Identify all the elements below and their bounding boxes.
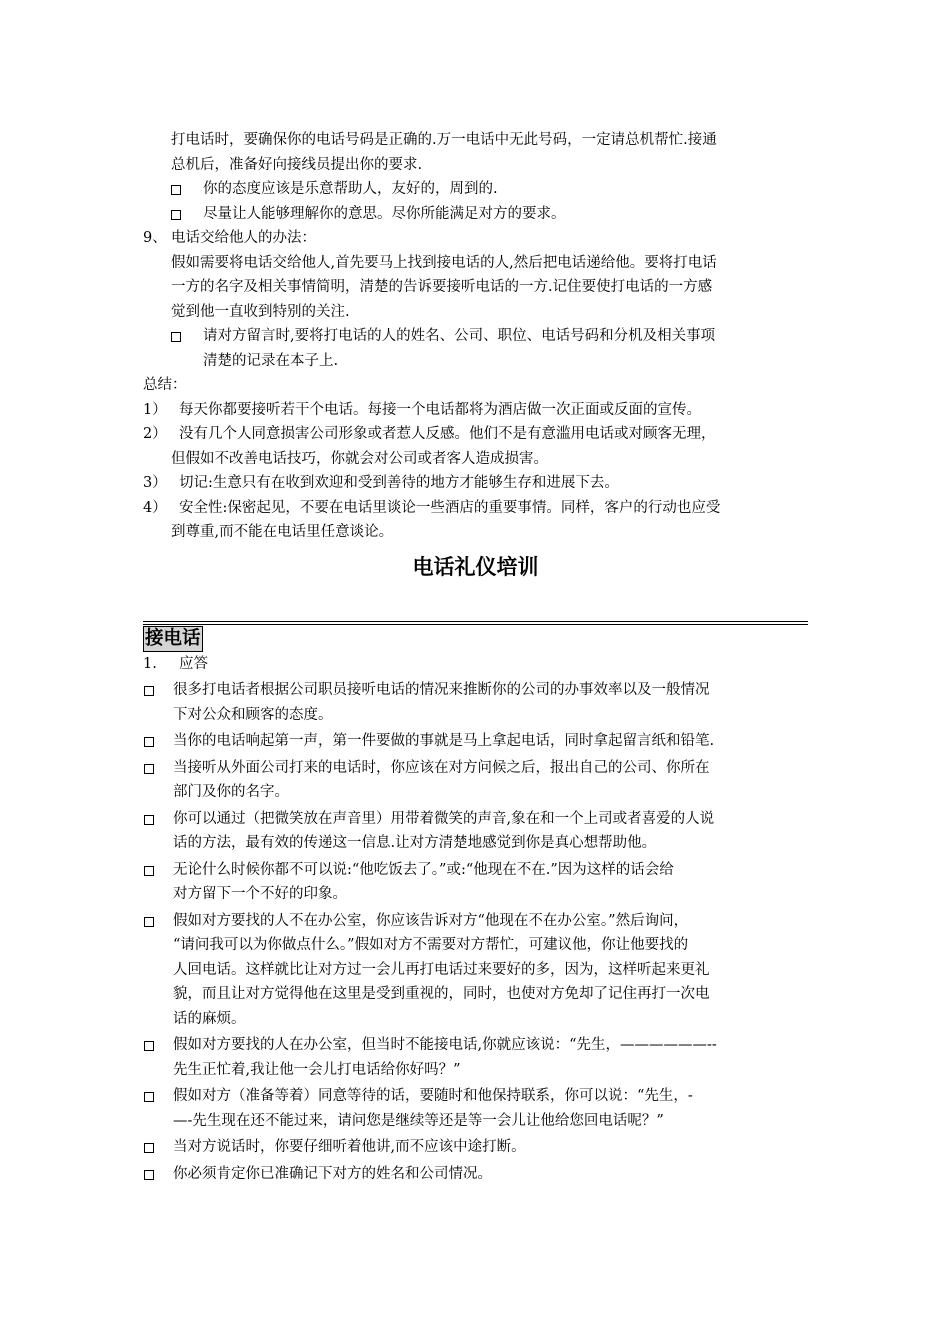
square-bullet-icon xyxy=(144,1041,154,1051)
bullet-text: 人回电话。这样就比让对方过一会儿再打电话过来要好的多，因为，这样听起来更礼 xyxy=(173,961,710,978)
bullet-text: —-先生现在还不能过来，请问您是继续等还是等一会儿让他给您回电话呢？” xyxy=(173,1112,664,1129)
intro-line: 总机后，准备好向接线员提出你的要求. xyxy=(171,156,423,173)
list-item xyxy=(143,1084,808,1133)
square-bullet-icon xyxy=(171,185,181,195)
square-bullet-icon xyxy=(144,764,154,774)
bullet-text: 部门及你的名字。 xyxy=(173,784,289,800)
bullet-text: 当接听从外面公司打来的电话时，你应该在对方问候之后，报出自己的公司、你所在 xyxy=(173,759,710,776)
square-bullet-icon xyxy=(144,815,154,825)
summary-item xyxy=(143,422,808,471)
bullet-text: 假如对方要找的人不在办公室，你应该告诉对方“他现在不在办公室。”然后询问， xyxy=(173,912,689,929)
bullet-text: 对方留下一个不好的印象。 xyxy=(173,886,347,902)
item-heading: 电话交给他人的办法： xyxy=(171,230,316,246)
square-bullet-icon xyxy=(144,1143,154,1153)
item-number: 2） xyxy=(143,426,167,442)
item-number: 3） xyxy=(143,475,167,491)
list-item xyxy=(143,1135,808,1160)
list-item xyxy=(143,909,808,1032)
bullet-text: 你必须肯定你已准确记下对方的姓名和公司情况。 xyxy=(173,1165,492,1182)
bullet-text: 请对方留言时,要将打电话的人的姓名、公司、职位、电话号码和分机及相关事项 xyxy=(203,328,716,344)
sub-heading-number: 1. xyxy=(143,655,157,672)
list-item xyxy=(143,1033,808,1082)
square-bullet-icon xyxy=(144,917,154,927)
sub-heading-label: 应答 xyxy=(179,655,208,672)
paragraph-line: 假如需要将电话交给他人,首先要马上找到接电话的人,然后把电话递给他。要将打电话 xyxy=(171,254,717,271)
summary-label: 总结： xyxy=(143,377,187,393)
summary-item xyxy=(143,398,808,423)
summary-item xyxy=(143,471,808,496)
item-number: 1） xyxy=(143,401,167,418)
square-bullet-icon xyxy=(144,686,154,696)
divider xyxy=(143,621,808,625)
bullet-text: 当你的电话响起第一声，第一件要做的事就是马上拿起电话，同时拿起留言纸和铅笔. xyxy=(173,733,715,749)
section-heading: 接电话 xyxy=(143,626,203,652)
bullet-text: 貌，而且让对方觉得他在这里是受到重视的，同时，也使对方免却了记住再打一次电 xyxy=(173,986,710,1002)
list-item xyxy=(143,756,808,805)
bullet-text: 你的态度应该是乐意帮助人，友好的，周到的. xyxy=(203,181,498,197)
intro-line: 打电话时，要确保你的电话号码是正确的.万一电话中无此号码，一定请总机帮忙.接通 xyxy=(171,132,717,148)
bullet-text: 下对公众和顾客的态度。 xyxy=(173,706,333,723)
paragraph-line: 觉到他一直收到特别的关注. xyxy=(171,303,350,320)
summary-item xyxy=(143,496,808,545)
paragraph-line: 一方的名字及相关事情简明，清楚的告诉要接听电话的一方.记住要使打电话的一方感 xyxy=(171,279,713,295)
bullet-text: 假如对方要找的人在办公室，但当时不能接电话,你就应该说：“先生，——————-- xyxy=(173,1037,717,1053)
item-number: 4） xyxy=(143,499,167,516)
summary-text: 每天你都要接听若干个电话。每接一个电话都将为酒店做一次正面或反面的宣传。 xyxy=(179,401,701,418)
bullet-text: 先生正忙着,我让他一会儿打电话给你好吗？” xyxy=(173,1061,461,1078)
square-bullet-icon xyxy=(144,866,154,876)
page-title: 电话礼仪培训 xyxy=(412,554,539,579)
summary-text: 安全性:保密起见，不要在电话里谈论一些酒店的重要事情。同样，客户的行动也应受 xyxy=(179,499,721,516)
bullet-text: 清楚的记录在本子上. xyxy=(203,352,339,369)
bullet-text: 假如对方（准备等着）同意等待的话，要随时和他保持联系，你可以说：“先生，- xyxy=(173,1088,693,1104)
bullet-text: 很多打电话者根据公司职员接听电话的情况来推断你的公司的办事效率以及一般情况 xyxy=(173,682,710,698)
bullet-text: 你可以通过（把微笑放在声音里）用带着微笑的声音,象在和一个上司或者喜爱的人说 xyxy=(173,810,715,827)
list-item xyxy=(143,324,808,373)
square-bullet-icon xyxy=(144,737,154,747)
sub-heading xyxy=(143,652,808,677)
summary-text: 没有几个人同意损害公司形象或者惹人反感。他们不是有意滥用电话或对顾客无理， xyxy=(179,426,716,442)
bullet-text: 尽量让人能够理解你的意思。尽你所能满足对方的要求。 xyxy=(203,205,566,222)
bullet-text: 无论什么时候你都不可以说:“他吃饭去了。”或:“他现在不在.”因为这样的话会给 xyxy=(173,861,674,878)
list-item xyxy=(143,858,808,907)
summary-text: 到尊重,而不能在电话里任意谈论。 xyxy=(171,524,394,540)
item-number: 9、 xyxy=(143,230,167,246)
bullet-text: 话的方法，最有效的传递这一信息.让对方清楚地感觉到你是真心想帮助他。 xyxy=(173,835,657,851)
bullet-text: 当对方说话时，你要仔细听着他讲,而不应该中途打断。 xyxy=(173,1139,526,1155)
numbered-item-9 xyxy=(143,226,808,251)
summary-text: 但假如不改善电话技巧，你就会对公司或者客人造成损害。 xyxy=(171,450,548,467)
bullet-text: 话的麻烦。 xyxy=(173,1010,246,1027)
square-bullet-icon xyxy=(171,210,181,220)
summary-text: 切记:生意只有在收到欢迎和受到善待的地方才能够生存和进展下去。 xyxy=(179,475,619,491)
list-item xyxy=(143,807,808,856)
square-bullet-icon xyxy=(144,1092,154,1102)
list-item xyxy=(143,202,808,227)
document-body xyxy=(143,128,808,1186)
list-item xyxy=(143,177,808,202)
list-item xyxy=(143,1162,808,1187)
list-item xyxy=(143,678,808,727)
bullet-text: “请问我可以为你做点什么。”假如对方不需要对方帮忙，可建议他，你让他要找的 xyxy=(173,937,689,953)
square-bullet-icon xyxy=(144,1170,154,1180)
list-item xyxy=(143,729,808,754)
square-bullet-icon xyxy=(171,332,181,342)
